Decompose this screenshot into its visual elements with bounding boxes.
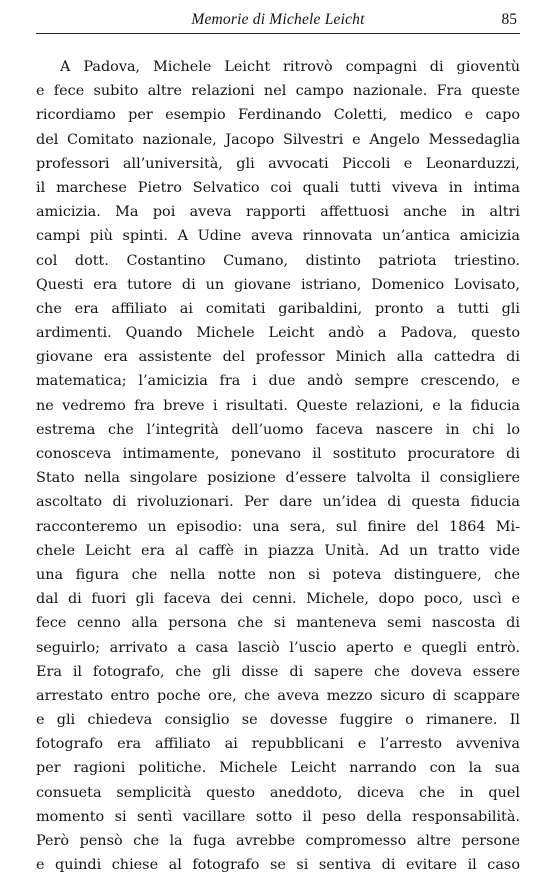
text-line: ne vedremo fra breve i risultati. Queste relazioni, e la fiducia	[36, 397, 520, 414]
text-line: per ragioni politiche. Michele Leicht narrando con la sua	[36, 760, 520, 777]
text-line: consueta semplicità questo aneddoto, diceva che in quel	[36, 784, 520, 801]
text-line: e gli chiedeva consiglio se dovesse fuggire o rimanere. Il	[36, 712, 520, 729]
text-line: Questi era tutore di un giovane istriano, Domenico Lovisato,	[36, 276, 520, 293]
text-line: dal di fuori gli faceva dei cenni. Michele, dopo poco, uscì e	[36, 591, 520, 608]
text-line: conosceva intimamente, ponevano il sostituto procuratore di	[36, 446, 520, 462]
page-number: 85	[501, 11, 517, 28]
text-line: campi più spinti. A Udine aveva rinnovata un’antica amicizia	[36, 228, 520, 245]
text-line: ardimenti. Quando Michele Leicht andò a Padova, questo	[36, 325, 520, 342]
text-line: estrema che l’integrità dell’uomo faceva nascere in chi lo	[36, 421, 520, 438]
text-line: che era affiliato ai comitati garibaldini, pronto a tutti gli	[36, 300, 520, 317]
text-line: chele Leicht era al caffè in piazza Unità. Ad un tratto vide	[36, 542, 520, 559]
text-line: fotografo era affiliato ai repubblicani e l’arresto avveniva	[36, 736, 520, 753]
body-text	[36, 55, 520, 877]
text-line: una figura che nella notte non si poteva distinguere, che	[36, 566, 520, 583]
text-line: arrestato entro poche ore, che aveva mezzo sicuro di scappare	[36, 687, 520, 704]
text-line: Stato nella singolare posizione d’essere talvolta il consigliere	[36, 470, 520, 487]
text-line: professori all’università, gli avvocati Piccoli e Leonarduzzi,	[36, 155, 520, 172]
text-line: fece cenno alla persona che si manteneva semi nascosta di	[36, 615, 520, 632]
text-line: Era il fotografo, che gli disse di sapere che doveva essere	[36, 663, 520, 680]
running-title: Memorie di Michele Leicht	[191, 11, 365, 28]
text-line: e quindi chiese al fotografo se si sentiva di evitare il caso	[36, 857, 520, 874]
running-head	[36, 8, 520, 30]
header-rule	[36, 33, 520, 34]
text-line: momento si sentì vacillare sotto il peso della responsabilità.	[36, 808, 520, 825]
text-line: del Comitato nazionale, Jacopo Silvestri e Angelo Messedaglia	[36, 131, 520, 148]
text-line: giovane era assistente del professor Minich alla cattedra di	[36, 349, 520, 366]
text-line: A Padova, Michele Leicht ritrovò compagni di gioventù	[60, 59, 520, 75]
text-line: ascoltato di rivoluzionari. Per dare un’idea di questa fiducia	[36, 494, 520, 511]
text-line: seguirlo; arrivato a casa lasciò l’uscio aperto e quegli entrò.	[36, 639, 520, 656]
text-line: Però pensò che la fuga avrebbe compromesso altre persone	[36, 833, 520, 849]
text-line: il marchese Pietro Selvatico coi quali tutti viveva in intima	[36, 179, 520, 196]
text-line: col dott. Costantino Cumano, distinto patriota triestino.	[36, 252, 520, 269]
text-line: amicizia. Ma poi aveva rapporti affettuosi anche in altri	[36, 204, 520, 221]
text-line: racconteremo un episodio: una sera, sul finire del 1864 Mi-	[36, 518, 520, 535]
text-line: e fece subito altre relazioni nel campo nazionale. Fra queste	[36, 83, 520, 100]
text-line: ricordiamo per esempio Ferdinando Coletti, medico e capo	[36, 107, 520, 124]
text-line: matematica; l’amicizia fra i due andò sempre crescendo, e	[36, 373, 520, 390]
